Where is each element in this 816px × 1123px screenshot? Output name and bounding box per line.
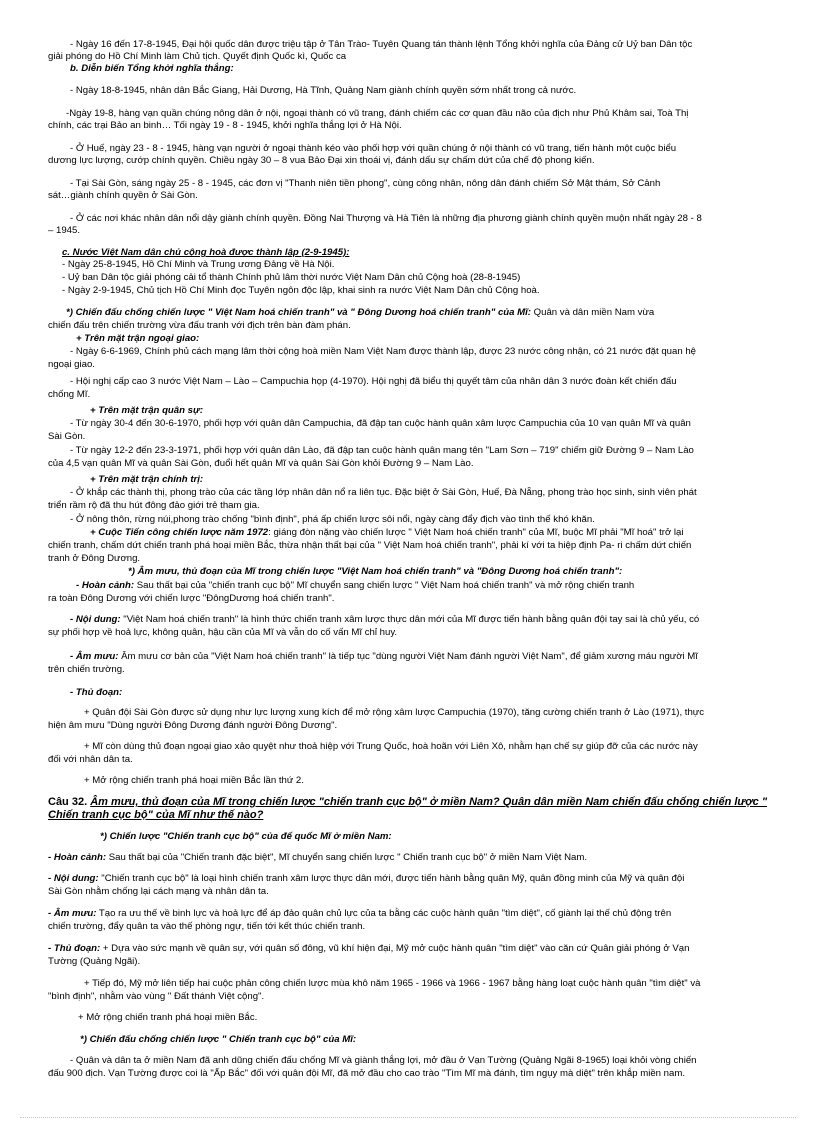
text-line: Sài Gòn nhằm chống lại cách mạng và nhân dân ta. [48,886,269,897]
heading-text: - Âm mưu: [70,651,119,662]
text-line [48,908,671,919]
heading-text: - Nội dung: [70,614,121,625]
text-line: ra toàn Đông Dương với chiến lược "ĐôngDương hoá chiến tranh". [48,593,335,604]
question-text: Âm mưu, thủ đoạn của Mĩ trong chiến lược "chiến tranh cục bộ" ở miền Nam? Quân dân miền Nam chiến đấu chống chiến lược " [90,796,768,808]
body-text: + Dựa vào sức mạnh về quân sự, với quân số đông, vũ khí hiện đại, Mỹ mở cuộc hành quân "tìm diệt" vào căn cứ Quân giải phóng ở Vạn [100,943,690,954]
text-line: + Quân đội Sài Gòn được sử dụng như lực lượng xung kích để mở rộng xâm lược Campuchia (1970), tăng cường chiến tranh ở Lào (1971), thực [84,707,705,718]
text-line: - Ở Huế, ngày 23 - 8 - 1945, hàng vạn người ở ngoại thành kéo vào phối hợp với quần chúng ở nội thành có vũ trang, tiến hành một cuộc biểu [70,143,677,154]
text-line: tranh ở Đông Dương. [48,553,141,564]
subheading: + Trên mặt trận chính trị: [90,474,204,485]
heading-text: - Nội dung: [48,873,99,884]
text-line: - Ngày 25-8-1945, Hồ Chí Minh và Trung ương Đảng về Hà Nội. [62,259,335,270]
subheading: + Trên mặt trận quân sự: [90,405,204,416]
text-line: triển rầm rộ đã thu hút đông đảo giới trẻ tham gia. [48,500,260,511]
text-line: chính, các trại Bảo an binh… Tối ngày 19 - 8 - 1945, khởi nghĩa thắng lợi ở Hà Nội. [48,120,402,131]
text-line [70,651,698,662]
text-line: - Ngày 18-8-1945, nhân dân Bắc Giang, Hải Dương, Hà Tĩnh, Quảng Nam giành chính quyền sớm nhất trong cả nước. [70,85,577,96]
body-text: Tạo ra ưu thế về binh lực và hoả lực để áp đảo quân chủ lực của ta bằng các cuộc hành quân "tìm diệt", cố giành lại thế chủ động trên [96,908,672,919]
text-line: - Ở các nơi khác nhân dân nổi dậy giành chính quyền. Đồng Nai Thượng và Hà Tiên là những địa phương giành chính quyền muộn nhất ngày 28 - 8 [70,213,702,224]
text-line: hiện âm mưu "Dùng người Đông Dương đánh người Đông Dương". [48,720,338,731]
text-line: - Tại Sài Gòn, sáng ngày 25 - 8 - 1945, các đơn vị "Thanh niên tiền phong", cùng công nhân, nông dân đánh chiếm Sở Mật thám, Sở Cảnh [70,178,661,189]
heading-text: *) Chiến đấu chống chiến lược " Việt Nam hoá chiến tranh" và " Đông Dương hoá chiến tranh" của Mĩ: [66,307,531,318]
text-line: - Ngày 16 đến 17-8-1945, Đại hội quốc dân được triệu tập ở Tân Trào- Tuyên Quang tán thành lệnh Tổng khởi nghĩa của Đảng cử Uỷ ban Dân tộc [70,39,693,50]
heading-text: c. Nước Việt Nam dân chủ cộng hoà được thành lập (2-9-1945): [62,247,350,258]
text-line: - Ngày 2-9-1945, Chủ tịch Hồ Chí Minh đọc Tuyên ngôn độc lập, khai sinh ra nước Việt Nam Dân chủ Cộng hoà. [62,285,540,296]
text-line: ngoại giao. [48,359,95,370]
section-heading: b. Diễn biến Tổng khởi nghĩa thắng: [70,63,234,74]
text-line [66,307,654,318]
text-line: - Uỷ ban Dân tộc giải phóng cải tổ thành Chính phủ lâm thời nước Việt Nam Dân chủ Cộng hoà (28-8-1945) [62,272,521,283]
text-line: + Tiếp đó, Mỹ mở liên tiếp hai cuộc phản công chiến lược mùa khô năm 1965 - 1966 và 1966 - 1967 bằng hàng loạt cuộc hành quân "tìm diệt" và [84,978,701,989]
text-line: của 4,5 vạn quân Mĩ và quân Sài Gòn, đuổi hết quân Mĩ và quân Sài Gòn khỏi Đường 9 – Nam Lào. [48,458,474,469]
text-line: sự phối hợp về hoả lực, không quân, hậu cần của Mĩ và vẫn do cố vấn Mĩ chỉ huy. [48,627,398,638]
text-line [90,527,684,538]
text-line: dương lực lượng, cướp chính quyền. Chiều ngày 30 – 8 vua Bảo Đại xin thoái vị, đánh dấu sự chấm dứt của chế độ phong kiến. [48,155,595,166]
text-line: Sài Gòn. [48,431,86,442]
text-line [48,873,684,884]
text-line: - Từ ngày 30-4 đến 30-6-1970, phối hợp với quân dân Campuchia, đã đập tan cuộc hành quân xâm lược Campuchia của 10 vạn quân Mĩ và quân [70,418,691,429]
section-heading: *) Chiến lược "Chiến tranh cục bộ" của đế quốc Mĩ ở miền Nam: [100,831,392,842]
question-text: Chiến tranh cục bộ" của Mĩ như thế nào? [48,809,264,821]
text-line: - Quân và dân ta ở miền Nam đã anh dũng chiến đấu chống Mĩ và giành thắng lợi, mở đầu ở Vạn Tường (Quảng Ngãi 8-1965) loại khỏi vòng chiến [70,1055,697,1066]
text-line: – 1945. [48,225,81,236]
text-line: đối với nhân dân ta. [48,754,133,765]
text-line: + Mĩ còn dùng thủ đoạn ngoại giao xảo quyệt như thoả hiệp với Trung Quốc, hoà hoãn với Liên Xô, nhằm hạn chế sự giúp đỡ của các nước này [84,741,698,752]
question-heading-cont [48,809,788,822]
text-line: sát…giành chính quyền ở Sài Gòn. [48,190,198,201]
text-line: trên chiến trường. [48,664,125,675]
text-line [48,943,689,954]
section-heading: *) Chiến đấu chống chiến lược " Chiến tranh cục bộ" của Mĩ: [80,1034,357,1045]
text-line [70,614,699,625]
text-line: Tường (Quảng Ngãi). [48,956,141,967]
page-divider [20,1117,796,1118]
body-text: Sau thất bại của "chiến tranh cục bộ" Mĩ chuyển sang chiến lược " Việt Nam hoá chiến tranh" và mở rộng chiến tranh [134,580,635,591]
body-text: Âm mưu cơ bản của "Việt Nam hoá chiến tranh" là tiếp tục "dùng người Việt Nam đánh người Việt Nam", để giảm xương máu người Mĩ [118,651,698,662]
heading-text: - Thủ đoạn: [48,943,101,954]
heading-text: - Hoàn cảnh: [76,580,135,591]
body-text: : giáng đòn nặng vào chiến lược " Việt Nam hoá chiến tranh" của Mĩ, buộc Mĩ phải "Mĩ hoá" trở lại [268,527,684,538]
body-text: "Việt Nam hoá chiến tranh" là hình thức chiến tranh xâm lược thực dân mới của Mĩ được tiến hành bằng quân đội tay sai là chủ yếu, có [120,614,700,625]
text-line: giải phóng do Hồ Chí Minh làm Chủ tịch. Quyết định Quốc kì, Quốc ca [48,51,347,62]
heading-text: - Âm mưu: [48,908,97,919]
text-line [48,852,587,863]
text-line: -Ngày 19-8, hàng vạn quần chúng nông dân ở nội, ngoại thành có vũ trang, đánh chiếm các cơ quan đầu não của địch như Phủ Khâm sai, Toà Thị [66,108,689,119]
body-text: Quân và dân miền Nam vừa [531,307,655,318]
text-line: "bình định", nhằm vào vùng " Đất thánh Việt cộng". [48,991,265,1002]
text-line: chiến trường, đẩy quân ta vào thế phòng ngự, tiến tới kết thúc chiến tranh. [48,921,366,932]
text-line: - Từ ngày 12-2 đến 23-3-1971, phối hợp với quân dân Lào, đã đập tan cuộc hành quân mang tên "Lam Sơn – 719" chiếm giữ Đường 9 – Nam Lào [70,445,694,456]
text-line: chống Mĩ. [48,389,91,400]
heading-text: - Hoàn cảnh: [48,852,107,863]
text-line: chiến đấu trên chiến trường vừa đấu tranh với địch trên bàn đàm phán. [48,320,351,331]
text-line: - Ở khắp các thành thị, phong trào của các tầng lớp nhân dân nổ ra liên tục. Đặc biệt ở Sài Gòn, Huế, Đà Nẵng, phong trào học sinh, sinh viên phát [70,487,697,498]
text-line: + Mở rộng chiến tranh phá hoại miền Bắc. [78,1012,258,1023]
text-line: - Ngày 6-6-1969, Chính phủ cách mạng lâm thời cộng hoà miền Nam Việt Nam được thành lập, được 23 nước công nhận, có 21 nước đặt quan hệ [70,346,697,357]
section-heading: *) Âm mưu, thủ đoạn của Mĩ trong chiến lược "Việt Nam hoá chiến tranh" và "Đông Dương hoá chiến tranh": [128,566,623,577]
text-line: - Ở nông thôn, rừng núi,phong trào chống "bình định", phá ấp chiến lược sôi nổi, ngày càng đẩy địch vào tình thế khó khăn. [70,514,595,525]
text-line: chiến tranh, chấm dứt chiến tranh phá hoại miền Bắc, thừa nhận thất bại của " Việt Nam hoá chiến tranh", phải kí với ta hiệp định Pa- ri chấm dứt chiến [48,540,692,551]
text-line: - Hội nghị cấp cao 3 nước Việt Nam – Lào – Campuchia họp (4-1970). Hội nghị đã biểu thị quyết tâm của nhân dân 3 nước đoàn kết chiến đấu [70,376,677,387]
subheading: + Trên mặt trận ngoại giao: [76,333,200,344]
body-text: Sau thất bại của "Chiến tranh đặc biệt", Mĩ chuyển sang chiến lược " Chiến tranh cục bộ" ở miền Nam Việt Nam. [106,852,588,863]
text-line [76,580,634,591]
subheading: - Thủ đoạn: [70,687,123,698]
text-line: + Mở rộng chiến tranh phá hoại miền Bắc lần thứ 2. [84,775,304,786]
heading-text: + Cuộc Tiến công chiến lược năm 1972 [90,527,269,538]
question-heading [48,796,788,809]
section-heading [62,247,349,258]
body-text: "Chiến tranh cục bộ" là loại hình chiến tranh xâm lược thực dân mới, được tiến hành bằng quân Mỹ, quân đồng minh của Mỹ và quân đội [98,873,685,884]
text-line: đấu 900 địch. Vạn Tường được coi là "Ấp Bắc" đối với quân đội Mĩ, đã mở đầu cho cao trào "Tìm Mĩ mà đánh, tìm ngụy mà diệt" trên khắp miền nam. [48,1068,685,1079]
question-number: Câu 32. [48,796,88,808]
